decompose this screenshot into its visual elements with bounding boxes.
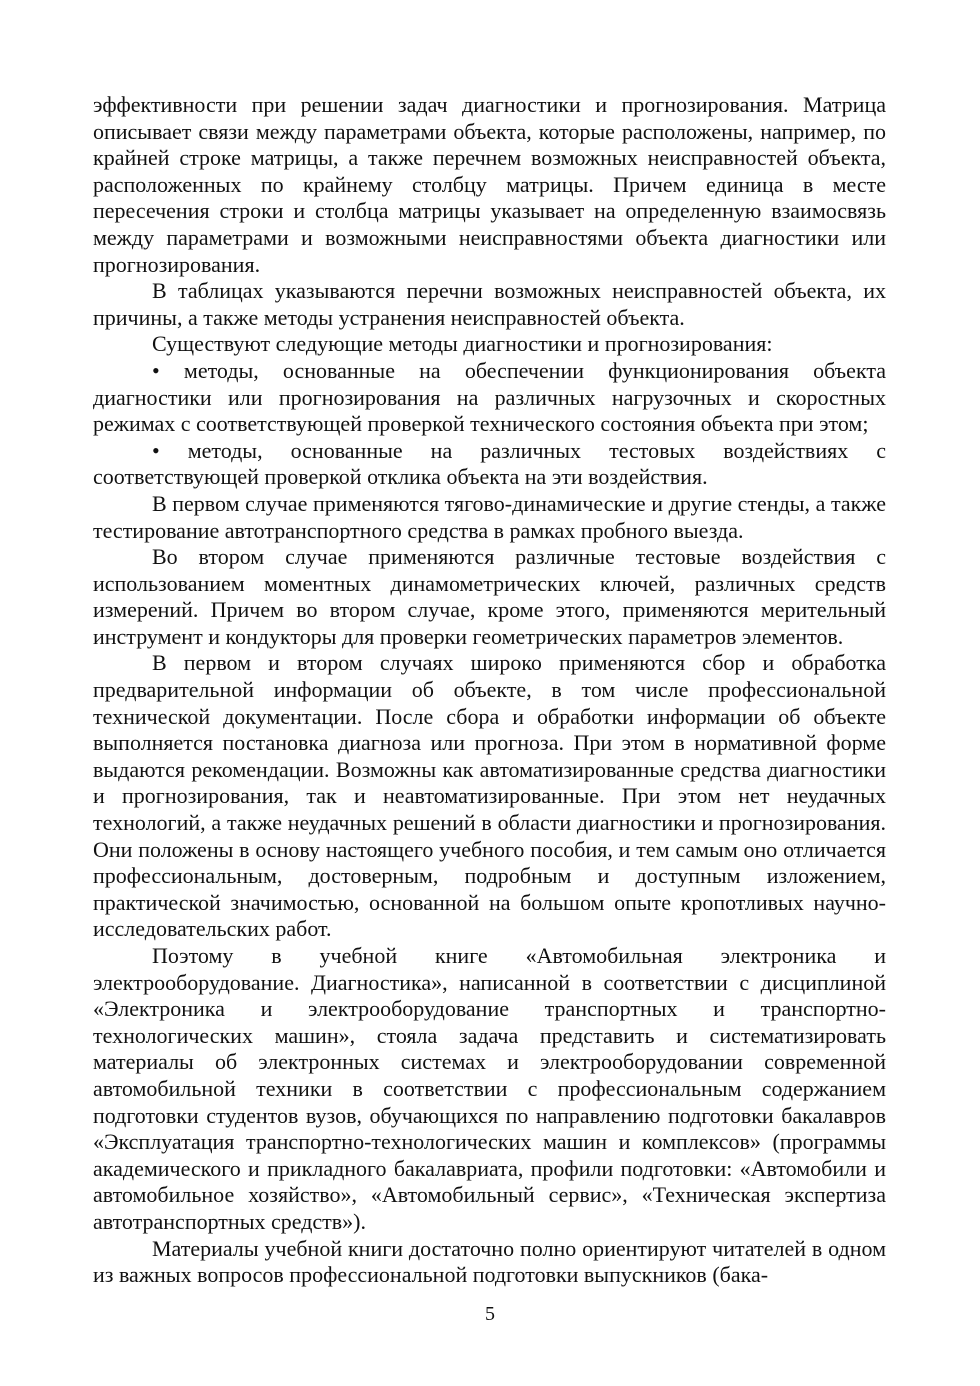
paragraph-second-case: Во втором случае применяются различные тестовые воздействия с использованием моментных динамометрических ключей, различных средств измерений. Причем во втором случае, кроме этого, применяются мерительный инструмент и кондукторы для проверки геометрических параметров элементов. — [93, 544, 886, 649]
page-body — [93, 92, 886, 1289]
paragraph-matrix-continuation: эффективности при решении задач диагностики и прогнозирования. Матрица описывает связи между параметрами объекта, которые расположены, например, по крайней строке матрицы, а также перечнем возможных неисправностей объекта, расположенных по крайнему столбцу матрицы. Причем единица в месте пересечения строки и столбца матрицы указывает на определенную взаимосвязь между параметрами и возможными неисправностями объекта диагностики или прогнозирования. — [93, 92, 886, 277]
bullet-icon: • — [152, 437, 160, 463]
paragraph-book-materials: Материалы учебной книги достаточно полно ориентируют читателей в одном из важных вопросов профессиональной подготовки выпускников (бака- — [93, 1235, 886, 1288]
bullet-item-functioning-methods — [93, 358, 886, 438]
paragraph-first-case: В первом случае применяются тягово-динамические и другие стенды, а также тестирование автотранспортного средства в рамках пробного выезда. — [93, 490, 886, 543]
paragraph-both-cases: В первом и втором случаях широко применяются сбор и обработка предварительной информации об объекте, в том числе профессиональной технической документации. После сбора и обработки информации об объекте выполняется постановка диагноза или прогноза. При этом в нормативной форме выдаются рекомендации. Возможны как автоматизированные средства диагностики и прогнозирования, так и неавтоматизированные. При этом нет неудачных технологий, а также неудачных решений в области диагностики и прогнозирования. Они положены в основу настоящего учебного пособия, и тем самым оно отличается профессиональным, достоверным, подробным и доступным изложением, практической значимостью, основанной на большом опыте кропотливых научно-исследовательских работ. — [93, 650, 886, 942]
bullet-item-text: методы, основанные на обеспечении функционирования объекта диагностики или прогнозирования на различных нагрузочных и скоростных режимах с соответствующей проверкой технического состояния объекта при этом; — [93, 357, 886, 437]
bullet-icon: • — [152, 357, 160, 383]
paragraph-book-purpose: Поэтому в учебной книге «Автомобильная электроника и электрооборудование. Диагностика», написанной в соответствии с дисциплиной «Электроника и электрооборудование транспортных и транспортно-технологических машин», стояла задача представить и систематизировать материалы об электронных системах и электрооборудовании современной автомобильной техники в соответствии с профессиональным содержанием подготовки студентов вузов, обучающихся по направлению подготовки бакалавров «Эксплуатация транспортно-технологических машин и комплексов» (программы академического и прикладного бакалавриата, профили подготовки: «Автомобили и автомобильное хозяйство», «Автомобильный сервис», «Техническая экспертиза автотранспортных средств»). — [93, 943, 886, 1234]
bullet-item-test-methods — [93, 438, 886, 491]
paragraph-methods-intro: Существуют следующие методы диагностики и прогнозирования: — [152, 331, 773, 357]
bullet-item-text: методы, основанные на различных тестовых воздействиях с соответствующей проверкой отклика объекта на эти воздействия. — [93, 437, 886, 490]
page-number: 5 — [485, 1303, 495, 1325]
paragraph-tables: В таблицах указываются перечни возможных неисправностей объекта, их причины, а также методы устранения неисправностей объекта. — [93, 278, 886, 330]
